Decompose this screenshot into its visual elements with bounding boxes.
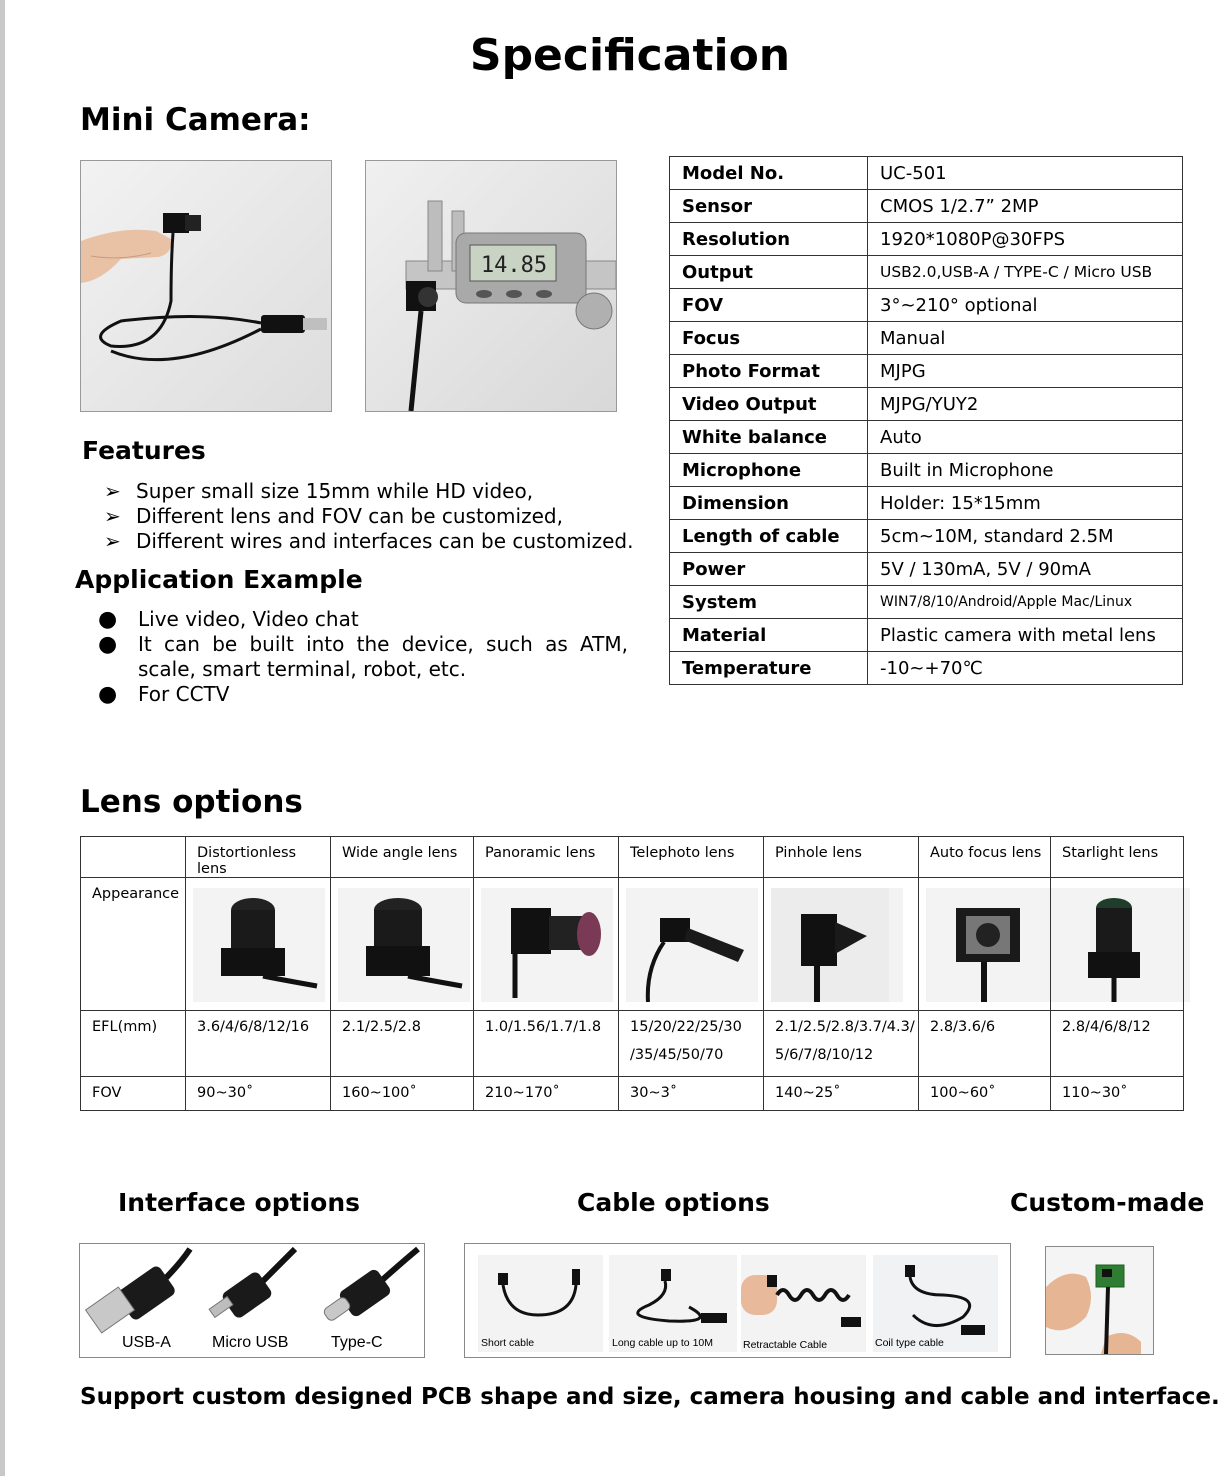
panoramic-lens-image xyxy=(481,888,613,1002)
long-cable-caption: Long cable up to 10M xyxy=(612,1337,713,1349)
caliper-photo xyxy=(365,160,617,412)
table-row: EFL(mm) 3.6/4/6/8/12/16 2.1/2.5/2.8 1.0/1.56/1.7/1.8 15/20/22/25/30 /35/45/50/70 2.1/2.5/2.8/3.7/4.3/ 5/6/7/8/10/12 2.8/3.6/6 2.8/4/6/8/12 xyxy=(81,1011,1184,1077)
feature-item: ➢ Different lens and FOV can be customized, xyxy=(104,504,563,528)
table-row: FOV 90~30˚ 160~100˚ 210~170˚ 30~3˚ 140~25˚ 100~60˚ 110~30˚ xyxy=(81,1077,1184,1111)
usb-a-caption: USB-A xyxy=(122,1334,171,1351)
application-item: ● Live video, Video chat xyxy=(98,607,359,632)
lens-options-heading: Lens options xyxy=(80,784,303,820)
table-row: Resolution 1920*1080P@30FPS xyxy=(670,223,1183,256)
distortionless-lens-image xyxy=(193,888,325,1002)
type-c-caption: Type-C xyxy=(331,1334,383,1351)
cable-options-heading: Cable options xyxy=(577,1188,770,1217)
table-row: White balance Auto xyxy=(670,421,1183,454)
coil-cable-caption: Coil type cable xyxy=(875,1337,944,1349)
spec-table xyxy=(669,156,1183,685)
table-row: Material Plastic camera with metal lens xyxy=(670,619,1183,652)
camera-in-hand-illustration xyxy=(81,161,331,411)
application-item: ● For CCTV xyxy=(98,682,230,707)
table-row: Video Output MJPG/YUY2 xyxy=(670,388,1183,421)
custom-made-image xyxy=(1045,1246,1154,1355)
lens-table xyxy=(80,836,1184,1111)
retractable-cable-caption: Retractable Cable xyxy=(743,1339,828,1351)
table-row: System WIN7/8/10/Android/Apple Mac/Linux xyxy=(670,586,1183,619)
page-edge-bar xyxy=(0,0,5,1476)
interface-options-box xyxy=(79,1243,425,1358)
footer-note: Support custom designed PCB shape and size, camera housing and cable and interface. xyxy=(80,1384,1220,1410)
custom-made-heading: Custom-made xyxy=(1010,1188,1205,1217)
table-row: Focus Manual xyxy=(670,322,1183,355)
table-row: Appearance xyxy=(81,878,1184,1011)
caliper-reading: 14.85 xyxy=(480,253,548,278)
features-heading: Features xyxy=(82,436,206,465)
auto-focus-lens-image xyxy=(926,888,1058,1002)
arrow-bullet-icon: ➢ xyxy=(104,504,121,528)
table-row: Model No. UC-501 xyxy=(670,157,1183,190)
starlight-lens-image xyxy=(1058,888,1190,1002)
application-list xyxy=(76,607,628,707)
table-row: Distortionless lens Wide angle lens Panoramic lens Telephoto lens Pinhole lens Auto focus lens Starlight lens xyxy=(81,837,1184,878)
bullet-icon: ● xyxy=(98,682,118,707)
arrow-bullet-icon: ➢ xyxy=(104,529,121,553)
mini-camera-heading: Mini Camera: xyxy=(80,102,311,138)
camera-in-hand-photo xyxy=(80,160,332,412)
table-row: Sensor CMOS 1/2.7” 2MP xyxy=(670,190,1183,223)
table-row: Temperature -10~+70℃ xyxy=(670,652,1183,685)
arrow-bullet-icon: ➢ xyxy=(104,479,121,503)
short-cable-caption: Short cable xyxy=(481,1337,535,1349)
interface-options-heading: Interface options xyxy=(118,1188,361,1217)
micro-usb-caption: Micro USB xyxy=(212,1334,289,1351)
application-heading: Application Example xyxy=(75,565,363,594)
features-list xyxy=(80,479,660,554)
application-item: ● It can be built into the device, such as ATM, scale, smart terminal, robot, etc. xyxy=(98,632,628,681)
table-row: Photo Format MJPG xyxy=(670,355,1183,388)
table-row: Microphone Built in Microphone xyxy=(670,454,1183,487)
wide-angle-lens-image xyxy=(338,888,470,1002)
pinhole-lens-image xyxy=(771,888,903,1002)
page-title: Specification xyxy=(469,30,791,81)
table-row: Length of cable 5cm~10M, standard 2.5M xyxy=(670,520,1183,553)
custom-pcb-illustration xyxy=(1046,1247,1153,1354)
table-row: Dimension Holder: 15*15mm xyxy=(670,487,1183,520)
cable-options-box xyxy=(464,1243,1011,1358)
table-row: FOV 3°~210° optional xyxy=(670,289,1183,322)
bullet-icon: ● xyxy=(98,632,118,657)
retractable-cable-image xyxy=(741,1255,866,1352)
telephoto-lens-image xyxy=(626,888,758,1002)
caliper-illustration xyxy=(366,161,616,411)
table-row: Output USB2.0,USB-A / TYPE-C / Micro USB xyxy=(670,256,1183,289)
table-row: Power 5V / 130mA, 5V / 90mA xyxy=(670,553,1183,586)
feature-item: ➢ Super small size 15mm while HD video, xyxy=(104,479,534,503)
bullet-icon: ● xyxy=(98,607,118,632)
feature-item: ➢ Different wires and interfaces can be customized. xyxy=(104,529,634,553)
